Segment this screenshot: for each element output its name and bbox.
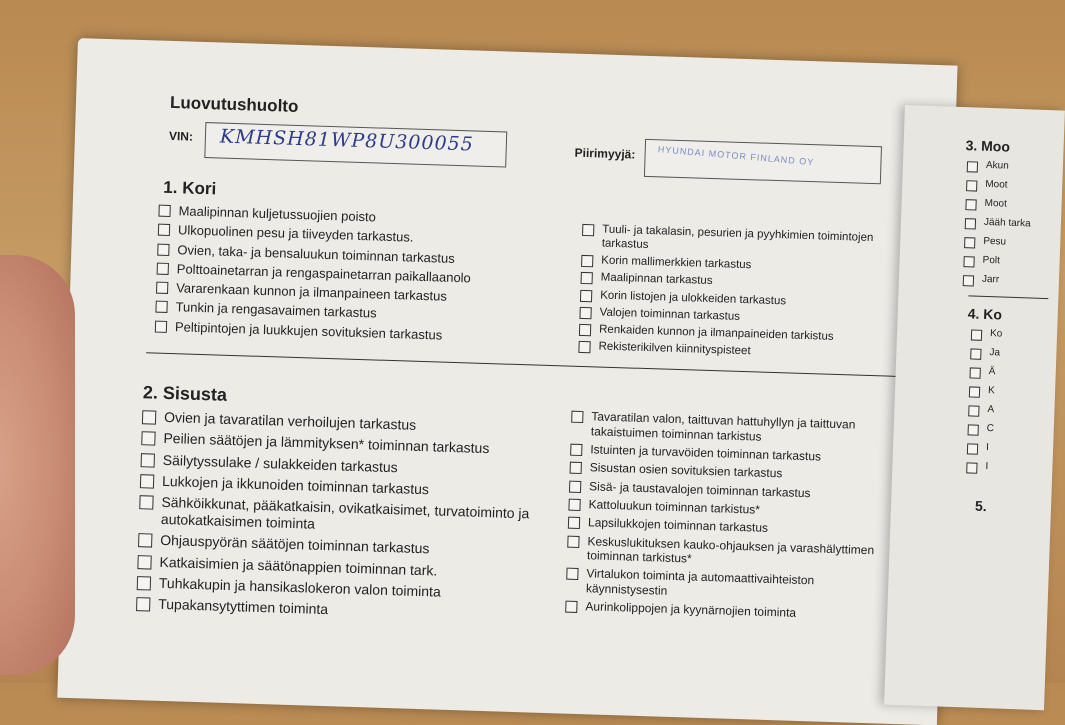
checkbox[interactable] xyxy=(155,301,167,313)
checklist-item-label: Rekisterikilven kiinnityspisteet xyxy=(598,340,751,358)
checklist-item-label: Peilien säätöjen ja lämmityksen* toiminnan tarkastus xyxy=(163,430,490,457)
checkbox[interactable] xyxy=(137,555,151,569)
checklist-item-label: Polttoainetarran ja rengaspainetarran paikallaanolo xyxy=(176,260,472,286)
checklist-item-label: Pesu xyxy=(983,235,1007,248)
checkbox[interactable] xyxy=(138,534,152,548)
checkbox[interactable] xyxy=(570,462,582,474)
checklist-item xyxy=(969,384,1049,400)
checklist-item-label: Polt xyxy=(982,254,1001,267)
page-title: Luovutushuolto xyxy=(169,92,299,116)
checkbox[interactable] xyxy=(964,237,975,248)
checklist-item-label: Korin mallimerkkien tarkastus xyxy=(601,254,752,272)
checklist-item-label: Ulkopuolinen pesu ja tiiveyden tarkastus. xyxy=(177,222,414,245)
checklist-item-label: Ovien ja tavaratilan verhoilujen tarkastus xyxy=(163,408,417,433)
checklist-item-label: Virtalukon toiminta ja automaattivaihteiston käynnistysestin xyxy=(585,566,815,598)
checkbox[interactable] xyxy=(137,576,151,590)
checkbox[interactable] xyxy=(581,272,593,284)
checklist-item xyxy=(966,178,1056,194)
checkbox[interactable] xyxy=(965,199,976,210)
checkbox[interactable] xyxy=(968,405,979,416)
checklist-item-label: Sähköikkunat, pääkatkaisin, ovikatkaisimet, turvatoiminto ja autokatkaisimen toiminta xyxy=(160,493,530,532)
section-3-title: 3. Moo xyxy=(965,137,1011,155)
section-kori-title: 1. Kori xyxy=(163,177,217,199)
checkbox[interactable] xyxy=(139,495,153,509)
checkbox[interactable] xyxy=(567,535,579,547)
checkbox[interactable] xyxy=(969,386,980,397)
next-page xyxy=(884,105,1065,710)
checkbox[interactable] xyxy=(579,324,591,336)
checklist-item-label: I xyxy=(985,442,990,454)
checklist-item xyxy=(964,235,1054,251)
checklist-item-label: Istuinten ja turvavöiden toiminnan tarkastus xyxy=(590,442,822,464)
checkbox[interactable] xyxy=(156,282,168,294)
checkbox[interactable] xyxy=(578,341,590,353)
checklist-item xyxy=(971,327,1051,343)
checklist-item-label: Renkaiden kunnon ja ilmanpaineiden tarkistus xyxy=(598,323,834,343)
section-4-list xyxy=(966,327,1051,482)
next-page-divider xyxy=(968,295,1048,299)
checklist-item-label: Tupakansytyttimen toiminta xyxy=(158,596,329,618)
checklist-item xyxy=(968,422,1048,438)
checkbox[interactable] xyxy=(582,224,594,236)
kori-right-list xyxy=(578,222,892,366)
checklist-item-label: Tuhkakupin ja hansikaslokeron valon toiminta xyxy=(158,574,442,600)
checklist-item-label: Tuuli- ja takalasin, pesurien ja pyyhkimien toimintojen tarkastus xyxy=(601,223,874,252)
checkbox[interactable] xyxy=(966,462,977,473)
section-3-list xyxy=(963,159,1058,295)
checkbox[interactable] xyxy=(969,367,980,378)
checklist-item xyxy=(969,365,1049,381)
checkbox[interactable] xyxy=(967,161,978,172)
checklist-item-label: Vararenkaan kunnon ja ilmanpaineen tarkastus xyxy=(175,280,448,304)
checklist-item-label: Lukkojen ja ikkunoiden toiminnan tarkastus xyxy=(161,472,430,498)
checklist-item xyxy=(963,254,1053,270)
checkbox[interactable] xyxy=(970,348,981,359)
checklist-item-label: C xyxy=(986,423,995,435)
vin-label: VIN: xyxy=(168,128,194,144)
checkbox[interactable] xyxy=(569,480,581,492)
checkbox[interactable] xyxy=(157,262,169,274)
checkbox[interactable] xyxy=(967,443,978,454)
checklist-item-label: Aurinkolippojen ja kyynärnojien toiminta xyxy=(585,599,797,621)
checklist-item-label: Jääh tarka xyxy=(983,216,1031,230)
thumb xyxy=(0,255,75,675)
dealer-label: Piirimyyjä: xyxy=(574,145,636,162)
checklist-item xyxy=(967,441,1047,457)
checkbox[interactable] xyxy=(140,474,154,488)
checkbox[interactable] xyxy=(579,307,591,319)
checklist-item-label: Sisä- ja taustavalojen toiminnan tarkastus xyxy=(588,478,811,500)
checklist-item-label: Kattoluukun toiminnan tarkistus* xyxy=(588,497,761,517)
checklist-item-label: K xyxy=(987,385,995,397)
checkbox[interactable] xyxy=(568,499,580,511)
checklist-item xyxy=(965,216,1055,232)
checklist-item-label: Ä xyxy=(988,366,996,378)
section-4-title: 4. Ko xyxy=(967,305,1003,323)
checklist-item-label: Säilytyssulake / sulakkeiden tarkastus xyxy=(162,451,398,475)
checklist-item-label: Ovien, taka- ja bensaluukun toiminnan tarkastus xyxy=(177,241,456,266)
checkbox[interactable] xyxy=(565,601,577,613)
kori-left-list xyxy=(155,203,559,350)
checklist-item-label: Lapsilukkojen toiminnan tarkastus xyxy=(587,515,769,536)
checklist-item xyxy=(965,197,1055,213)
checklist-item xyxy=(968,403,1048,419)
vin-field[interactable] xyxy=(204,122,507,167)
checklist-item-label: Moot xyxy=(985,178,1008,191)
checklist-item xyxy=(963,273,1053,289)
dealer-stamp: HYUNDAI MOTOR FINLAND OY xyxy=(657,144,815,168)
checklist-item-label: Moot xyxy=(984,197,1008,210)
checkbox[interactable] xyxy=(157,243,169,255)
checkbox[interactable] xyxy=(971,329,982,340)
checklist-item-label: Korin listojen ja ulokkeiden tarkastus xyxy=(599,289,787,307)
checklist-item-label: Keskuslukituksen kauko-ohjauksen ja varashälyttimen toiminnan tarkistus* xyxy=(586,533,875,566)
vin-value: KMHSH81WP8U300055 xyxy=(219,125,475,156)
checklist-item-label: Sisustan osien sovituksien tarkastus xyxy=(589,460,783,481)
checkbox[interactable] xyxy=(566,568,578,580)
checkbox[interactable] xyxy=(155,320,167,332)
checklist-item-label: Ja xyxy=(989,347,1001,359)
checklist-item-label: Ohjauspyörän säätöjen toiminnan tarkastus xyxy=(160,532,430,557)
checklist-item-label: Maalipinnan kuljetussuojien poisto xyxy=(178,203,377,225)
checklist-item-label: Katkaisimien ja säätönappien toiminnan tark. xyxy=(159,553,438,579)
sisusta-right-list xyxy=(565,409,901,628)
checkbox[interactable] xyxy=(158,224,170,236)
checkbox[interactable] xyxy=(965,218,976,229)
section-5-title: 5. xyxy=(974,497,988,515)
checkbox[interactable] xyxy=(570,444,582,456)
checkbox[interactable] xyxy=(158,205,170,217)
checkbox[interactable] xyxy=(580,290,592,302)
sisusta-left-list xyxy=(136,408,552,629)
checkbox[interactable] xyxy=(141,431,155,445)
section-sisusta-title: 2. Sisusta xyxy=(142,382,228,405)
checkbox[interactable] xyxy=(966,180,977,191)
checklist-item xyxy=(967,159,1057,175)
checklist-item-label: Valojen toiminnan tarkastus xyxy=(599,306,741,323)
checklist-item xyxy=(970,346,1050,362)
checklist-item-label: Maalipinnan tarkastus xyxy=(600,271,713,288)
checkbox[interactable] xyxy=(968,424,979,435)
checklist-item-label: Tavaratilan valon, taittuvan hattuhyllyn ja taittuvan takaistuimen toiminnan tarkistus xyxy=(590,409,856,444)
checkbox[interactable] xyxy=(963,275,974,286)
dealer-field[interactable] xyxy=(644,139,882,184)
checklist-item-label: Ko xyxy=(989,328,1003,340)
checklist-item-label: Peltipintojen ja luukkujen sovituksien tarkastus xyxy=(174,318,443,343)
checkbox[interactable] xyxy=(963,256,974,267)
checkbox[interactable] xyxy=(571,411,583,423)
checkbox[interactable] xyxy=(142,410,156,424)
checkbox[interactable] xyxy=(136,597,150,611)
checklist-item-label: Akun xyxy=(985,159,1009,172)
checklist-item-label: Tunkin ja rengasavaimen tarkastus xyxy=(175,299,377,321)
checkbox[interactable] xyxy=(581,255,593,267)
checkbox[interactable] xyxy=(141,453,155,467)
checklist-item-label: A xyxy=(987,404,995,416)
checklist-item xyxy=(966,460,1046,476)
checkbox[interactable] xyxy=(568,517,580,529)
checklist-item-label: Jarr xyxy=(981,273,1000,286)
checklist-page xyxy=(57,38,957,725)
checklist-item-label: I xyxy=(985,461,989,473)
